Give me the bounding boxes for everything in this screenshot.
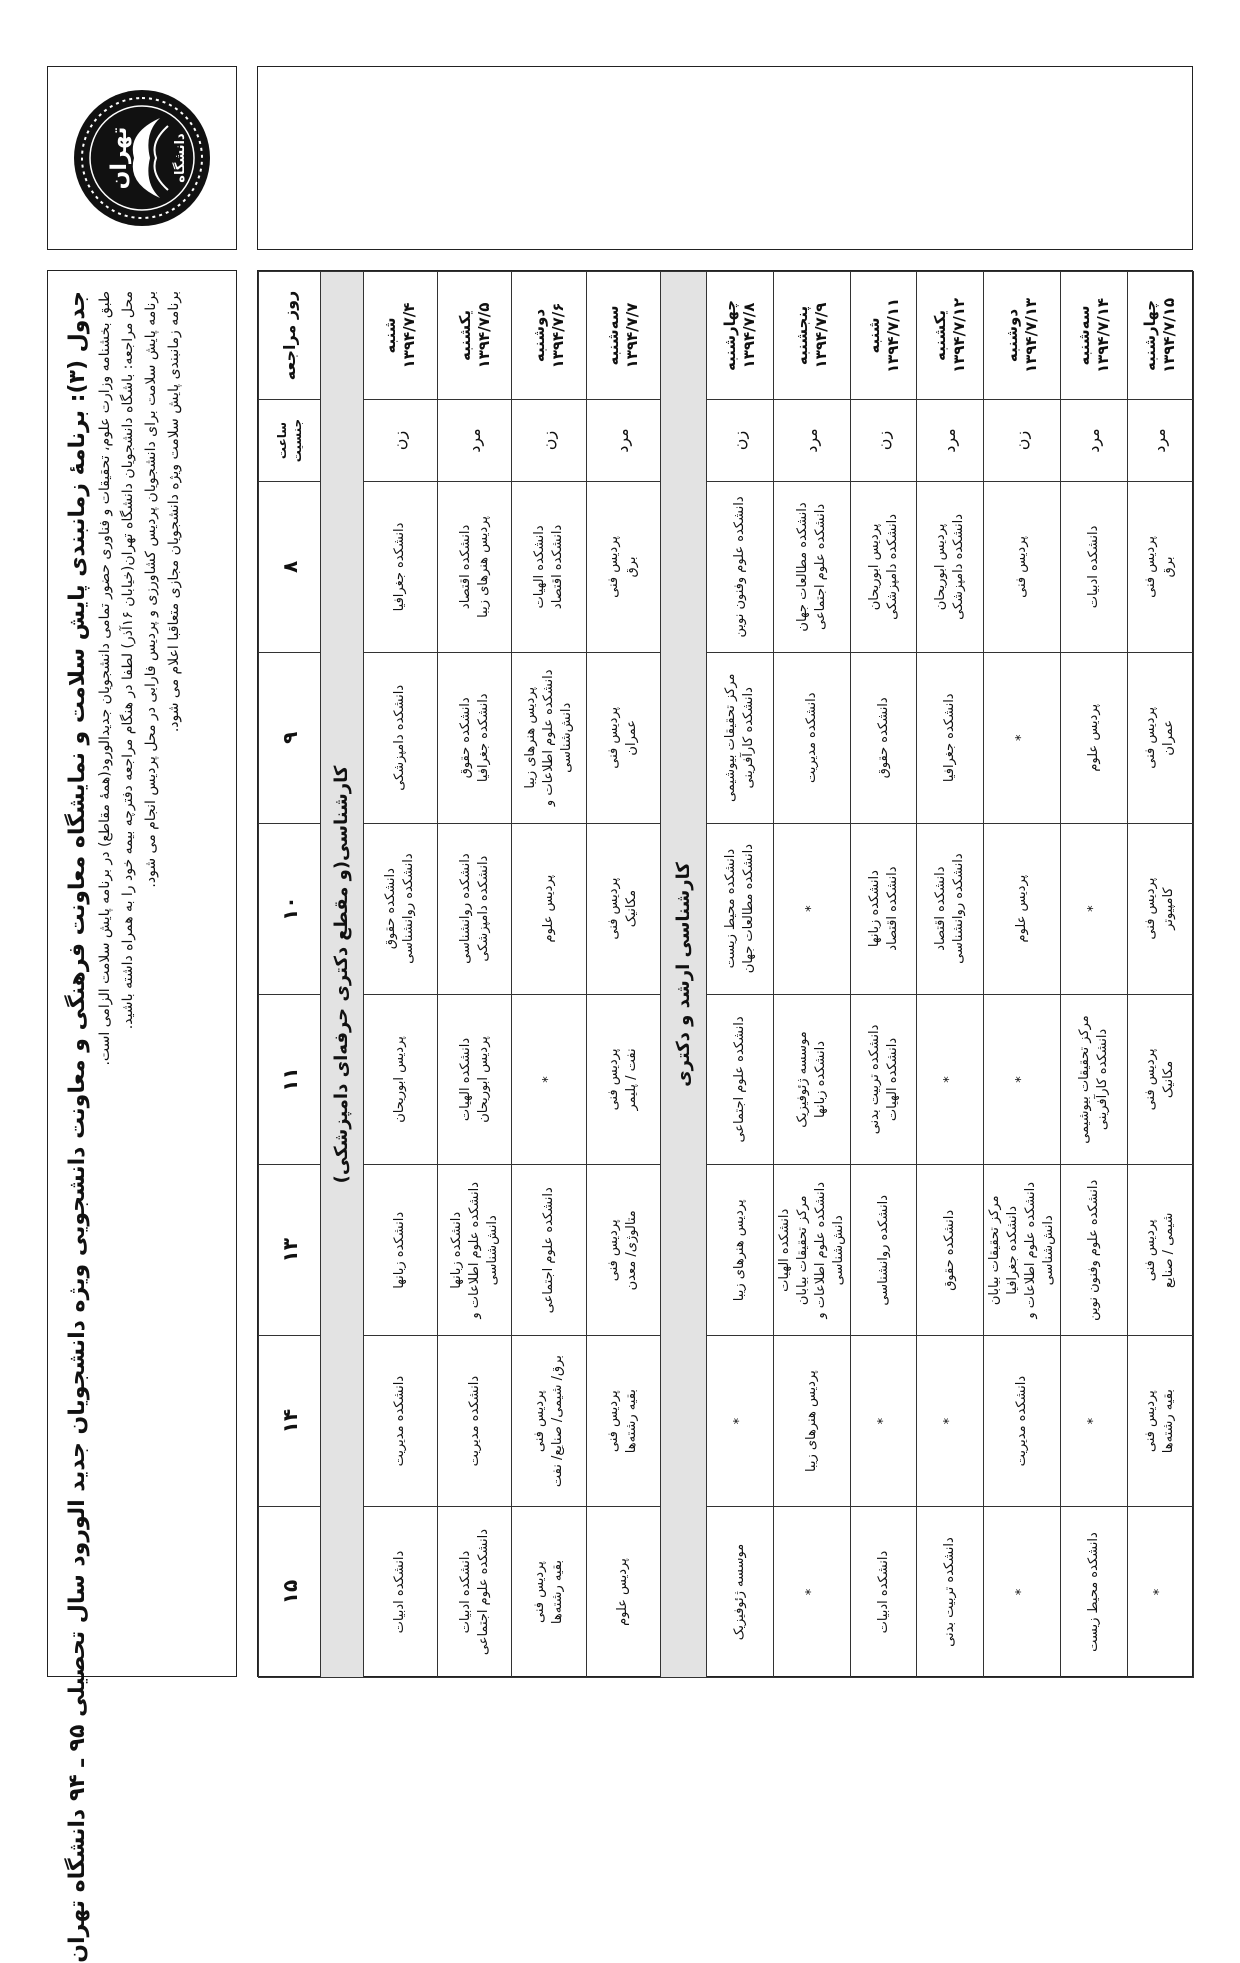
hour-header: ۱۰: [259, 823, 321, 994]
day-cell: [586, 272, 660, 400]
notice-line: برنامه زمانبندی پایش سلامت ویژه دانشجویان مجازی متعاقبا اعلام می شود.: [166, 291, 182, 733]
hour-header: ۱۳: [259, 1165, 321, 1336]
table-row: [437, 272, 511, 1678]
hour-header: ۸: [259, 482, 321, 653]
schedule-cell: دانشکده مطالعات جهان دانشکده علوم اجتماعی: [773, 482, 850, 653]
schedule-cell: پردیس فنی متالوژی/ معدن: [586, 1165, 660, 1336]
schedule-cell: دانشکده اقتصاد دانشکده روانشناسی: [917, 823, 983, 994]
day-cell: [1061, 272, 1127, 400]
schedule-cell: دانشکده علوم اجتماعی: [707, 994, 773, 1165]
schedule-cell: مرکز تحقیقات بیوشیمی دانشکده کارآفرینی: [1061, 994, 1127, 1165]
schedule-cell: دانشکده جغرافیا: [917, 652, 983, 823]
schedule-cell: دانشکده مدیریت: [773, 652, 850, 823]
schedule-cell: پردیس ابوریحان دانشکده دامپزشکی: [917, 482, 983, 653]
gender-cell: مرد: [586, 400, 660, 482]
section-graduate: [661, 272, 707, 1678]
table-header-row: [259, 272, 321, 1678]
day-cell: [773, 272, 850, 400]
schedule-cell: دانشکده حقوق دانشکده جغرافیا: [437, 652, 511, 823]
schedule-cell: *: [512, 994, 586, 1165]
schedule-cell: دانشکده ادبیات دانشکده علوم اجتماعی: [437, 1507, 511, 1678]
schedule-cell: پردیس علوم: [1061, 652, 1127, 823]
schedule-cell: دانشکده تربیت بدنی دانشکده الهیات: [851, 994, 917, 1165]
date: ۱۳۹۴/۷/۹: [811, 302, 830, 369]
notice-line: طبق بخشنامه وزارت علوم، تحقیقات و فناوری حضور تمامی دانشجویان جدیدالورود(همهٔ مقاطع) در برنامه پایش سلامت الزامی است.: [97, 291, 113, 1066]
date: ۱۳۹۴/۷/۱۵: [1160, 297, 1179, 374]
hour-header: ۱۴: [259, 1336, 321, 1507]
schedule-cell: *: [917, 1336, 983, 1507]
weekday: شنبه: [381, 317, 400, 354]
table-row: [707, 272, 773, 1678]
date: ۱۳۹۴/۷/۱۲: [950, 297, 969, 374]
gender-cell: مرد: [773, 400, 850, 482]
day-cell: [512, 272, 586, 400]
gender-cell: مرد: [1127, 400, 1193, 482]
schedule-cell: پردیس علوم: [512, 823, 586, 994]
schedule-cell: دانشکده علوم وفنون نوین: [1061, 1165, 1127, 1336]
table-row: [1127, 272, 1193, 1678]
day-cell: [437, 272, 511, 400]
schedule-cell: دانشکده ادبیات: [851, 1507, 917, 1678]
schedule-cell: دانشکده الهیات پردیس ابوریحان: [437, 994, 511, 1165]
schedule-cell: پردیس فنی بقیه رشته‌ها: [1127, 1336, 1193, 1507]
schedule-cell: *: [983, 1507, 1060, 1678]
schedule-cell: دانشکده تربیت بدنی: [917, 1507, 983, 1678]
schedule-cell: پردیس فنی بقیه رشته‌ها: [512, 1507, 586, 1678]
table-row: [773, 272, 850, 1678]
table-row: [1061, 272, 1127, 1678]
weekday: دوشنبه: [1002, 308, 1021, 363]
weekday: چهارشنبه: [721, 299, 740, 372]
schedule-cell: دانشکده علوم وفنون نوین: [707, 482, 773, 653]
schedule-cell: *: [851, 1336, 917, 1507]
section-bachelor-label: کارشناسی(و مقطع دکتری حرفه‌ای دامپزشکی): [321, 272, 363, 1678]
schedule-cell: دانشکده مدیریت: [983, 1336, 1060, 1507]
table-row: [917, 272, 983, 1678]
hour-gender-header: ساعت جنسیت: [259, 400, 321, 482]
schedule-cell: پردیس فنی برق: [586, 482, 660, 653]
schedule-cell: *: [1061, 823, 1127, 994]
svg-text:تهران: تهران: [107, 126, 132, 190]
schedule-cell: دانشکده اقتصاد پردیس هنرهای زیبا: [437, 482, 511, 653]
svg-text:دانشگاه: دانشگاه: [173, 133, 188, 183]
schedule-cell: پردیس فنی شیمی / صنایع: [1127, 1165, 1193, 1336]
page-title: جدول (۳): برنامهٔ زمانبندی پایش سلامت و نمایشگاه معاونت فرهنگی و معاونت دانشجویی ویژه دانشجویان جدید الورود سال تحصیلی ۹۵ ـ ۹۴ دانشگاه تهران: [65, 291, 90, 1963]
schedule-cell: دانشکده حقوق دانشکده روانشناسی: [363, 823, 437, 994]
schedule-cell: موسسه ژئوفیزیک دانشکده زبانها: [773, 994, 850, 1165]
schedule-cell: پردیس فنی مکانیک: [1127, 994, 1193, 1165]
schedule-cell: دانشکده محیط زیست: [1061, 1507, 1127, 1678]
gender-cell: زن: [851, 400, 917, 482]
schedule-cell: پردیس علوم: [983, 823, 1060, 994]
schedule-cell: دانشکده روانشناسی: [851, 1165, 917, 1336]
hour-header: ۹: [259, 652, 321, 823]
hour-header: ۱۱: [259, 994, 321, 1165]
gender-cell: مرد: [917, 400, 983, 482]
table-row: [586, 272, 660, 1678]
schedule-cell: دانشکده مدیریت: [437, 1336, 511, 1507]
blank-panel: [257, 66, 1193, 250]
weekday: سه‌شنبه: [1074, 305, 1093, 366]
day-column-header: روز مراجعه: [259, 272, 321, 400]
date: ۱۳۹۴/۷/۸: [740, 302, 759, 369]
date: ۱۳۹۴/۷/۱۳: [1021, 297, 1040, 374]
schedule-cell: پردیس هنرهای زیبا دانشکده علوم اطلاعات و دانش‌شناسی: [512, 652, 586, 823]
header-panel: [47, 270, 237, 1963]
schedule-cell: پردیس فنی عمران: [1127, 652, 1193, 823]
weekday: یکشنبه: [455, 310, 474, 361]
schedule-cell: پردیس هنرهای زیبا: [707, 1165, 773, 1336]
schedule-table: [258, 271, 1194, 1678]
schedule-cell: *: [707, 1336, 773, 1507]
weekday: چهارشنبه: [1141, 299, 1160, 372]
schedule-cell: پردیس هنرهای زیبا: [773, 1336, 850, 1507]
schedule-panel: [257, 270, 1193, 1677]
gender-cell: مرد: [437, 400, 511, 482]
weekday: شنبه: [864, 317, 883, 354]
schedule-cell: *: [983, 994, 1060, 1165]
date: ۱۳۹۴/۷/۵: [474, 302, 493, 369]
schedule-cell: پردیس فنی نفت / پلیمر: [586, 994, 660, 1165]
university-seal-icon: [72, 88, 212, 228]
weekday: سه‌شنبه: [604, 305, 623, 366]
schedule-cell: دانشکده محیط زیست دانشکده مطالعات جهان: [707, 823, 773, 994]
weekday: یکشنبه: [931, 310, 950, 361]
schedule-cell: مرکز تحقیقات بیوشیمی دانشکده کارآفرینی: [707, 652, 773, 823]
schedule-cell: پردیس علوم: [586, 1507, 660, 1678]
schedule-cell: پردیس ابوریحان: [363, 994, 437, 1165]
day-cell: [707, 272, 773, 400]
schedule-cell: دانشکده حقوق: [851, 652, 917, 823]
schedule-cell: دانشکده زبانها دانشکده اقتصاد: [851, 823, 917, 994]
section-bachelor: [321, 272, 363, 1678]
schedule-cell: دانشکده دامپزشکی: [363, 652, 437, 823]
schedule-cell: دانشکده مدیریت: [363, 1336, 437, 1507]
date: ۱۳۹۴/۷/۴: [400, 302, 419, 369]
table-row: [983, 272, 1060, 1678]
schedule-cell: پردیس فنی بقیه رشته‌ها: [586, 1336, 660, 1507]
day-cell: [363, 272, 437, 400]
schedule-cell: دانشکده زبانها دانشکده علوم اطلاعات و دانش‌شناسی: [437, 1165, 511, 1336]
notice-line: برنامه پایش سلامت برای دانشجویان پردیس کشاورزی و پردیس فارابی در محل پردیس انجام می شود.: [143, 291, 159, 888]
logo-box: [47, 66, 237, 250]
table-row: [363, 272, 437, 1678]
schedule-cell: پردیس فنی کامپیوتر: [1127, 823, 1193, 994]
gender-cell: زن: [512, 400, 586, 482]
day-cell: [851, 272, 917, 400]
gender-cell: زن: [363, 400, 437, 482]
schedule-cell: موسسه ژئوفیزیک: [707, 1507, 773, 1678]
schedule-cell: پردیس فنی: [983, 482, 1060, 653]
table-row: [512, 272, 586, 1678]
gender-cell: مرد: [1061, 400, 1127, 482]
notice-line: محل مراجعه: باشگاه دانشجویان دانشگاه تهران(خیابان ۱۶آذر) لطفا در هنگام مراجعه دفترچه بیمه خود را به همراه داشته باشید.: [120, 291, 136, 1030]
weekday: پنجشنبه: [792, 305, 811, 366]
date: ۱۳۹۴/۷/۷: [623, 302, 642, 369]
schedule-cell: دانشکده روانشناسی دانشکده دامپزشکی: [437, 823, 511, 994]
schedule-cell: دانشکده ادبیات: [363, 1507, 437, 1678]
schedule-cell: *: [917, 994, 983, 1165]
date: ۱۳۹۴/۷/۶: [549, 302, 568, 369]
schedule-cell: پردیس فنی مکانیک: [586, 823, 660, 994]
date: ۱۳۹۴/۷/۱۱: [883, 297, 902, 374]
schedule-cell: دانشکده زبانها: [363, 1165, 437, 1336]
day-cell: [983, 272, 1060, 400]
table-row: [851, 272, 917, 1678]
hour-header: ۱۵: [259, 1507, 321, 1678]
schedule-cell: *: [1061, 1336, 1127, 1507]
gender-cell: زن: [983, 400, 1060, 482]
day-cell: [917, 272, 983, 400]
gender-cell: زن: [707, 400, 773, 482]
schedule-cell: *: [1127, 1507, 1193, 1678]
schedule-cell: دانشکده الهیات مرکز تحقیقات بیابان دانشکده علوم اطلاعات و دانش‌شناسی: [773, 1165, 850, 1336]
schedule-cell: پردیس فنی برق/ شیمی/ صنایع/ نفت: [512, 1336, 586, 1507]
schedule-cell: دانشکده علوم اجتماعی: [512, 1165, 586, 1336]
day-cell: [1127, 272, 1193, 400]
schedule-cell: *: [773, 1507, 850, 1678]
weekday: دوشنبه: [530, 308, 549, 363]
schedule-cell: پردیس فنی برق: [1127, 482, 1193, 653]
schedule-cell: *: [983, 652, 1060, 823]
schedule-cell: پردیس فنی عمران: [586, 652, 660, 823]
date: ۱۳۹۴/۷/۱۴: [1093, 297, 1112, 374]
schedule-cell: *: [773, 823, 850, 994]
schedule-cell: دانشکده حقوق: [917, 1165, 983, 1336]
schedule-cell: مرکز تحقیقات بیابان دانشکده جغرافیا دانشکده علوم اطلاعات و دانش‌شناسی: [983, 1165, 1060, 1336]
schedule-cell: دانشکده الهیات دانشکده اقتصاد: [512, 482, 586, 653]
schedule-cell: دانشکده جغرافیا: [363, 482, 437, 653]
section-graduate-label: کارشناسی ارشد و دکتری: [661, 272, 707, 1678]
schedule-cell: پردیس ابوریحان دانشکده دامپزشکی: [851, 482, 917, 653]
schedule-cell: دانشکده ادبیات: [1061, 482, 1127, 653]
